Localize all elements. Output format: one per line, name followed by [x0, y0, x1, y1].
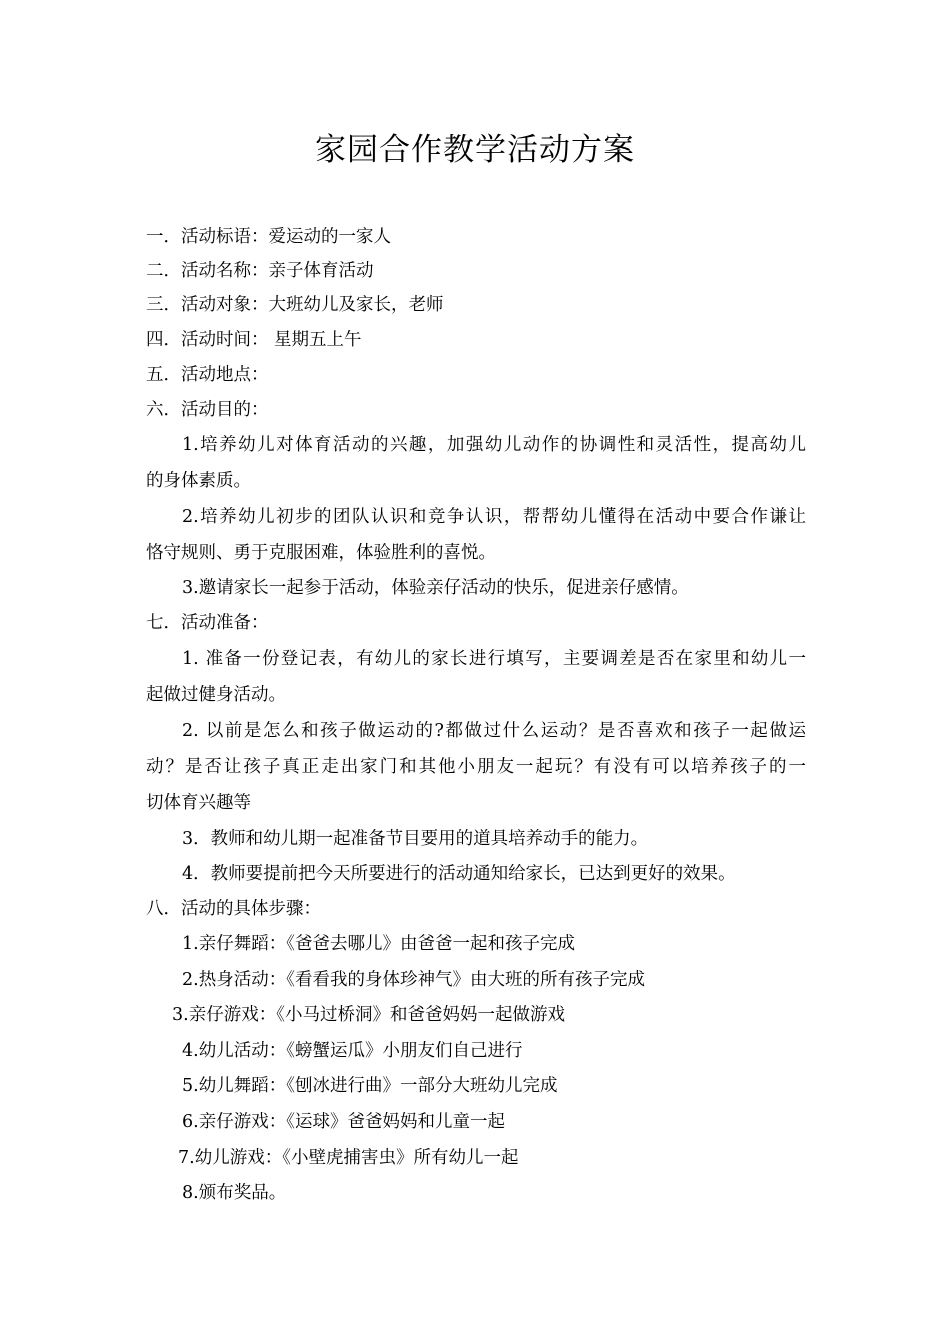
step-2: 2.热身活动：《看看我的身体珍神气》由大班的所有孩子完成	[182, 970, 645, 990]
step-1: 1.亲仔舞蹈：《爸爸去哪儿》由爸爸一起和孩子完成	[182, 934, 575, 954]
step-6: 6.亲仔游戏：《运球》爸爸妈妈和儿童一起	[182, 1112, 505, 1132]
prep-4: 4．教师要提前把今天所要进行的活动通知给家长，已达到更好的效果。	[182, 864, 736, 884]
step-5: 5.幼儿舞蹈：《刨冰进行曲》一部分大班幼儿完成	[182, 1076, 558, 1096]
prep-2-line-3: 切体育兴趣等	[146, 793, 251, 813]
prep-2-line-1: 2. 以前是怎么和孩子做运动的?都做过什么运动？是否喜欢和孩子一起做运	[182, 721, 806, 741]
prep-1-line-2: 起做过健身活动。	[146, 685, 286, 705]
prep-3: 3．教师和幼儿期一起准备节目要用的道具培养动手的能力。	[182, 829, 649, 849]
goal-2-line-1: 2.培养幼儿初步的团队认识和竞争认识，帮帮幼儿懂得在活动中要合作谦让	[182, 507, 806, 527]
section-time: 四．活动时间： 星期五上午	[146, 330, 362, 350]
goal-1-line-2: 的身体素质。	[146, 471, 251, 491]
step-8: 8.颁布奖品。	[182, 1183, 287, 1203]
goal-3: 3.邀请家长一起参于活动，体验亲仔活动的快乐，促进亲仔感情。	[182, 578, 689, 598]
section-slogan: 一．活动标语：爱运动的一家人	[146, 227, 391, 247]
document-title: 家园合作教学活动方案	[315, 132, 635, 168]
section-participants: 三．活动对象：大班幼儿及家长，老师	[146, 295, 444, 315]
goal-1-line-1: 1.培养幼儿对体育活动的兴趣，加强幼儿动作的协调性和灵活性，提高幼儿	[182, 435, 806, 455]
section-goals-heading: 六．活动目的：	[146, 400, 269, 420]
prep-2-line-2: 动？是否让孩子真正走出家门和其他小朋友一起玩？有没有可以培养孩子的一	[146, 757, 806, 777]
step-3: 3.亲仔游戏：《小马过桥洞》和爸爸妈妈一起做游戏	[172, 1005, 565, 1025]
section-steps-heading: 八．活动的具体步骤：	[146, 899, 321, 919]
prep-1-line-1: 1. 准备一份登记表，有幼儿的家长进行填写，主要调差是否在家里和幼儿一	[182, 649, 806, 669]
section-preparation-heading: 七．活动准备：	[146, 613, 269, 633]
goal-2-line-2: 恪守规则、勇于克服困难，体验胜利的喜悦。	[146, 543, 496, 563]
step-7: 7.幼儿游戏：《小壁虎捕害虫》所有幼儿一起	[178, 1148, 519, 1168]
section-activity-name: 二．活动名称：亲子体育活动	[146, 261, 374, 281]
section-location: 五．活动地点：	[146, 365, 269, 385]
step-4: 4.幼儿活动：《螃蟹运瓜》小朋友们自己进行	[182, 1041, 523, 1061]
